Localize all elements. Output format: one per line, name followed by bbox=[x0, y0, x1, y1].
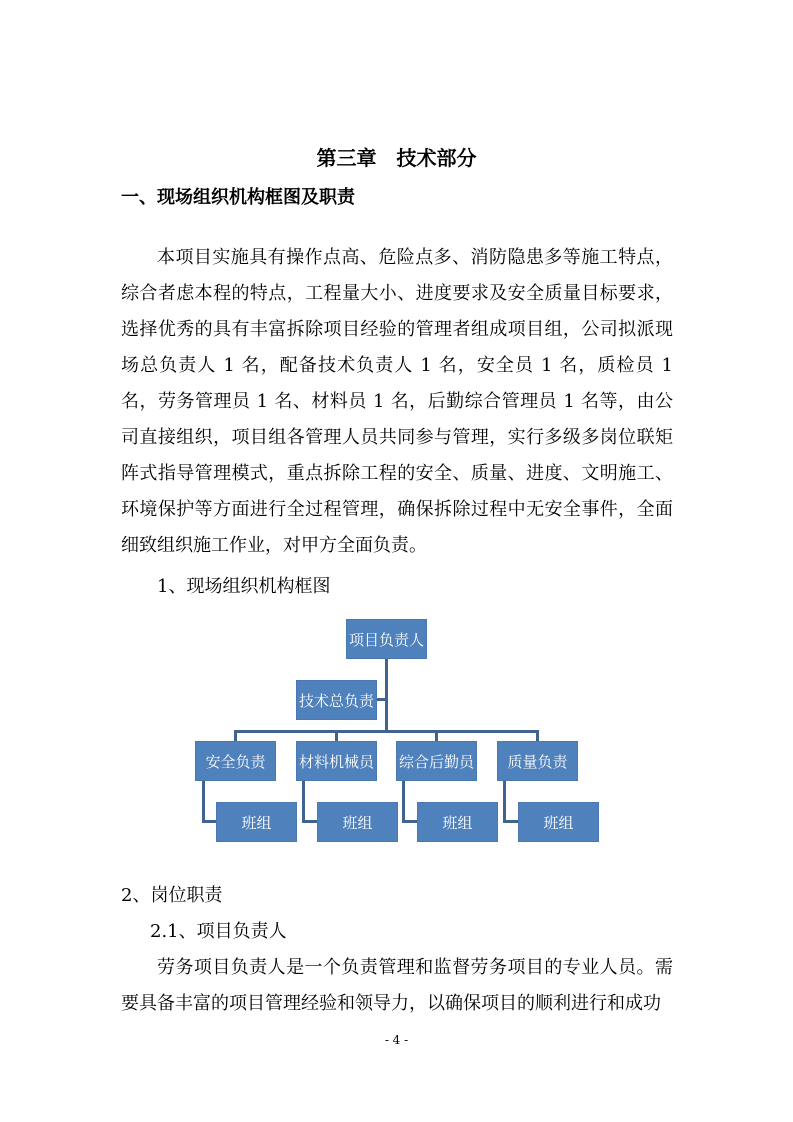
org-box-role: 质量负责 bbox=[497, 741, 578, 781]
org-box-role: 综合后勤员 bbox=[396, 741, 477, 781]
subsection-heading: 1、现场组织机构框图 bbox=[157, 576, 331, 597]
org-box-role: 安全负责 bbox=[195, 741, 276, 781]
subsection-heading: 2.1、项目负责人 bbox=[150, 921, 287, 942]
org-box-tech-lead: 技术总负责 bbox=[296, 680, 377, 720]
body-paragraph: 劳务项目负责人是一个负责管理和监督劳务项目的专业人员。需要具备丰富的项目管理经验和领导力，以确保项目的顺利进行和成功 bbox=[121, 957, 673, 1014]
org-box-team: 班组 bbox=[317, 802, 398, 842]
page-number: - 4 - bbox=[384, 1033, 409, 1047]
org-box-team: 班组 bbox=[417, 802, 498, 842]
org-box-project-leader: 项目负责人 bbox=[346, 619, 427, 659]
org-box-team: 班组 bbox=[518, 802, 599, 842]
chapter-title: 第三章 技术部分 bbox=[316, 146, 477, 170]
subsection-heading: 2、岗位职责 bbox=[121, 885, 223, 906]
org-box-team: 班组 bbox=[216, 802, 297, 842]
org-box-role: 材料机械员 bbox=[296, 741, 377, 781]
intro-paragraph: 本项目实施具有操作点高、危险点多、消防隐患多等施工特点，综合者虑本程的特点，工程量大小、进度要求及安全质量目标要求，选择优秀的具有丰富拆除项目经验的管理者组成项目组，公司拟派现场总负责人 1 名，配备技术负责人 1 名，安全员 1 名，质检员 1 名，劳务管理员 1 名、材料员 1 名，后勤综合管理员 1 名等，由公司直接组织，项目组各管理人员共同参与管理，实行多级多岗位联矩阵式指导管理模式，重点拆除工程的安全、质量、进度、文明施工、环境保护等方面进行全过程管理，确保拆除过程中无安全事件，全面细致组织施工作业，对甲方全面负责。 bbox=[121, 247, 673, 556]
section-heading: 一、现场组织机构框图及职责 bbox=[121, 187, 355, 208]
